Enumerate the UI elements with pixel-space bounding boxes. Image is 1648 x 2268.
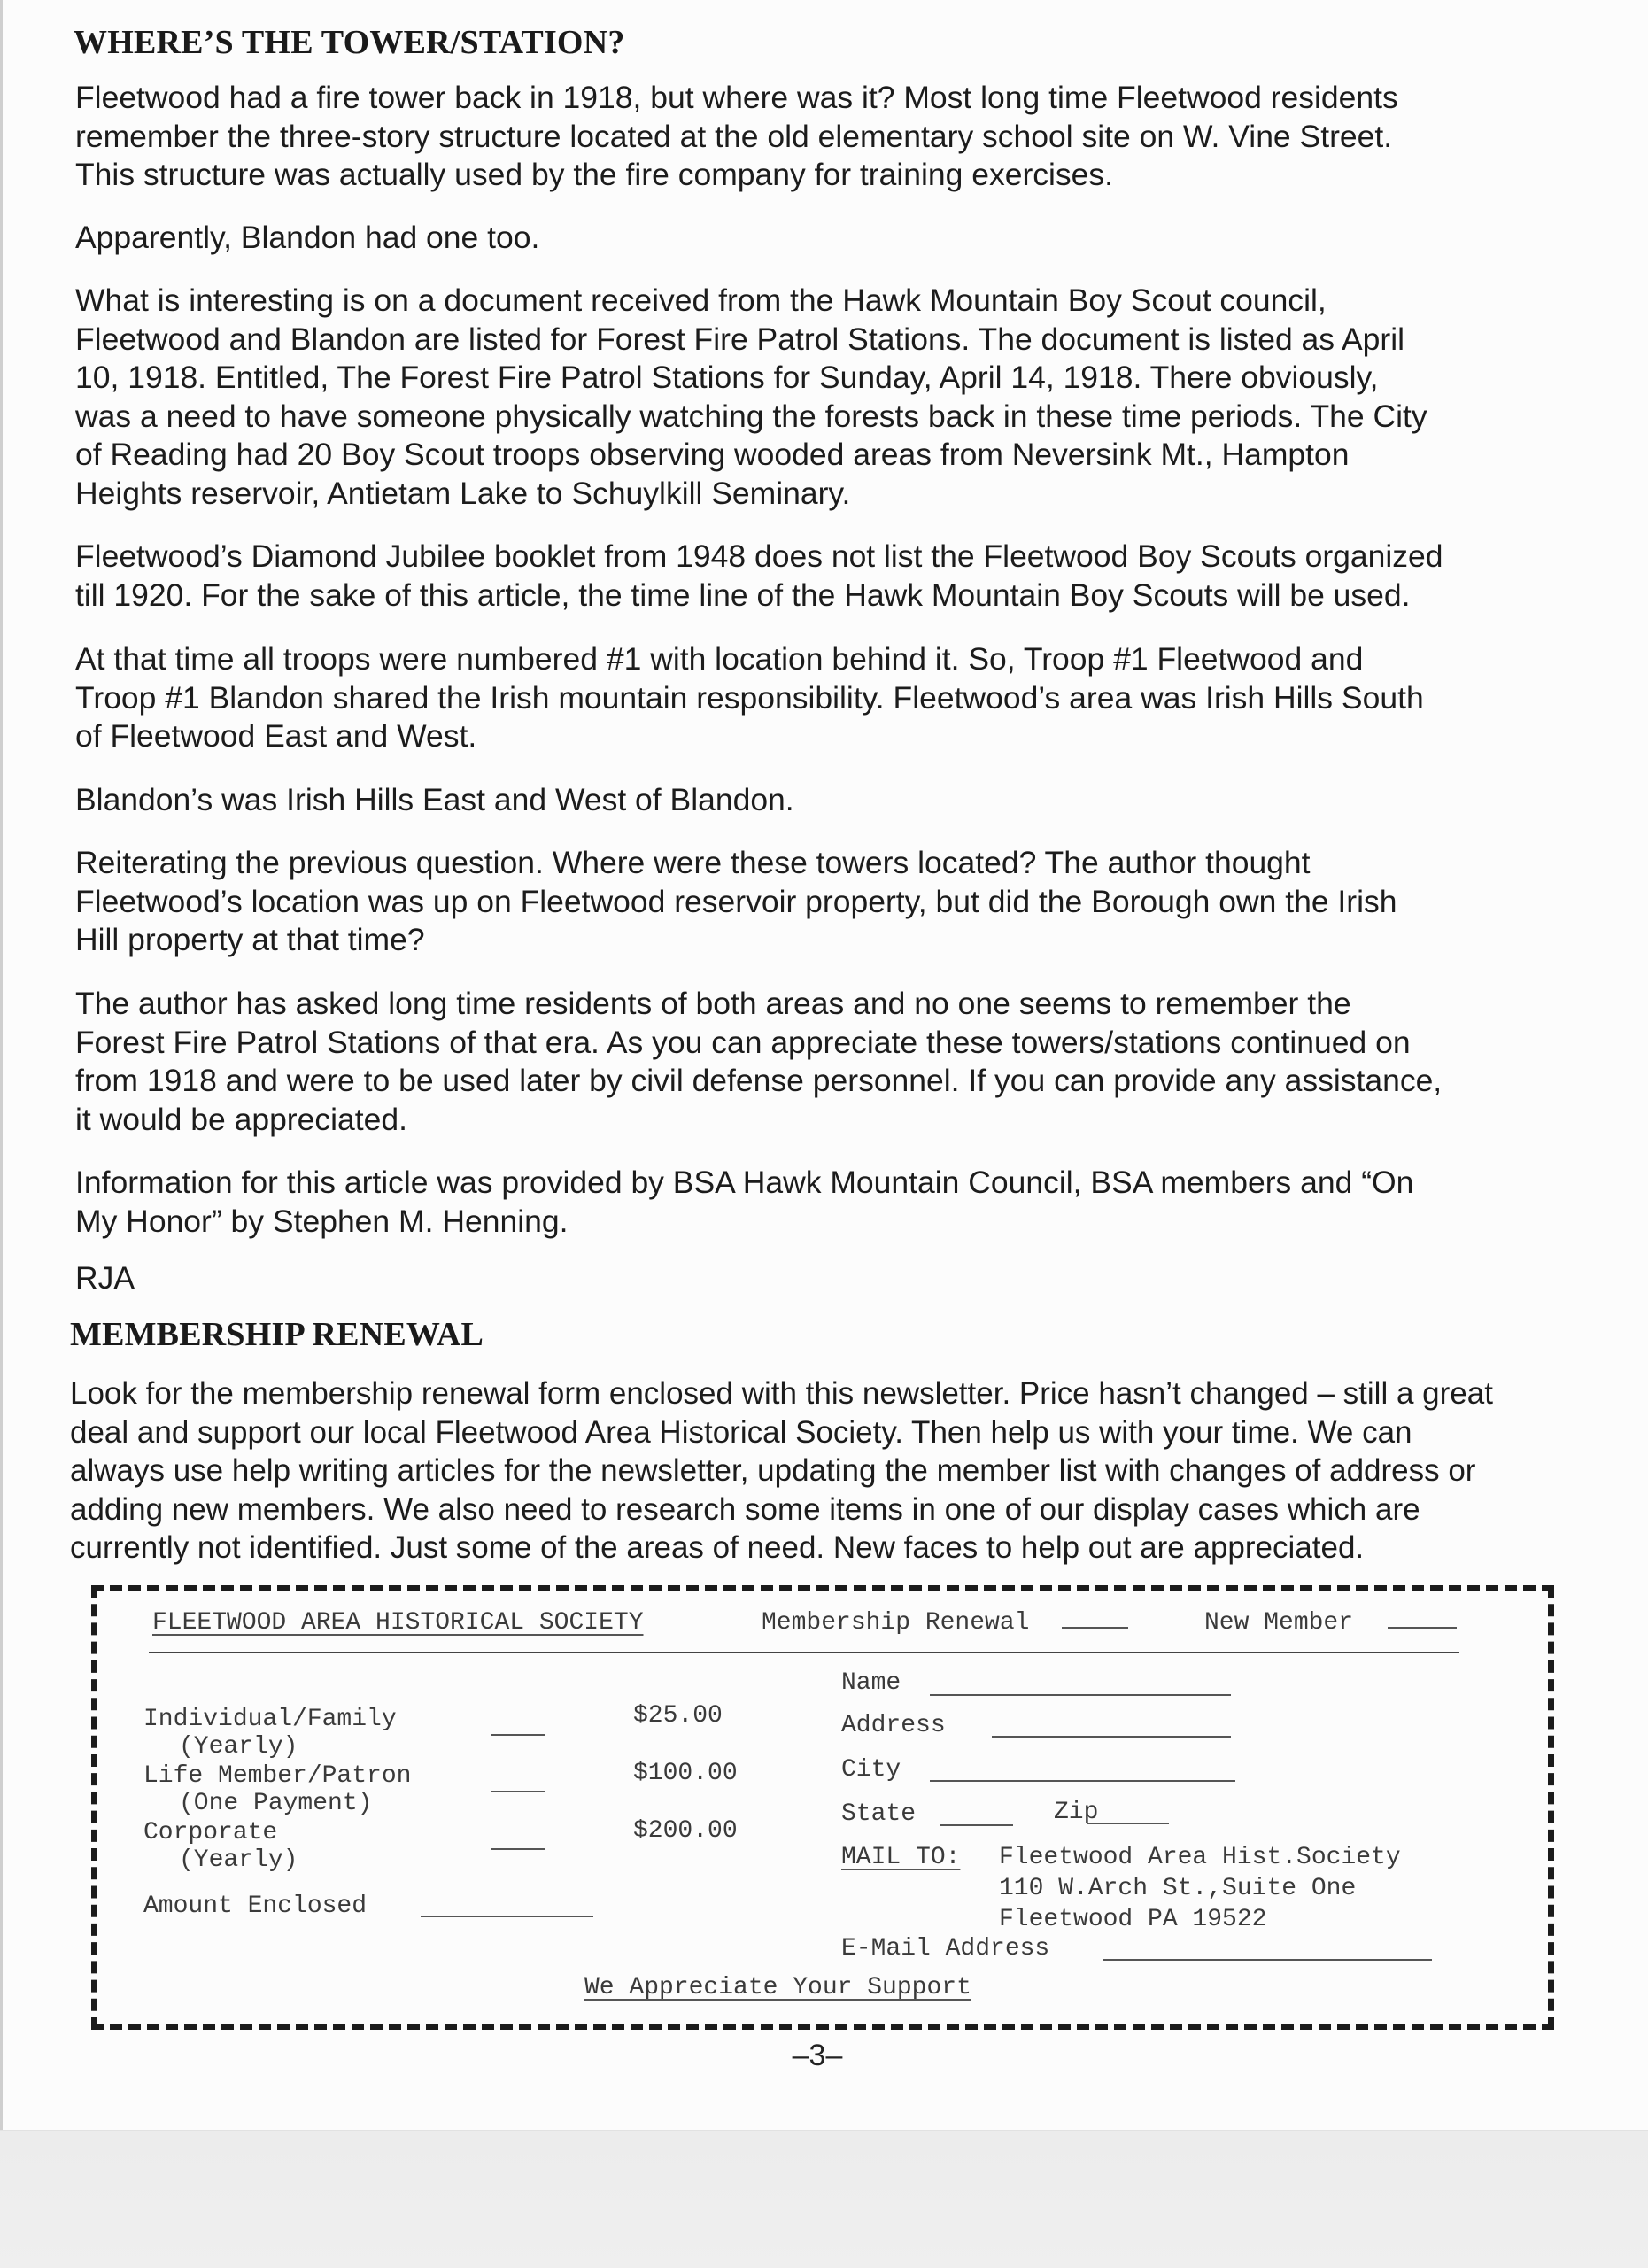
email-field[interactable] <box>1103 1958 1432 1961</box>
text-line: Apparently, Blandon had one too. <box>75 220 540 255</box>
zip-field[interactable] <box>1087 1822 1169 1824</box>
text-line: Reiterating the previous question. Where were these towers located? The author thought <box>75 845 1311 880</box>
tier-life-note: (One Payment) <box>179 1790 373 1817</box>
city-label: City <box>841 1756 901 1784</box>
new-member-label: New Member <box>1204 1609 1354 1637</box>
text-line: was a need to have someone physically watching the forests back in these time periods. The City <box>75 398 1427 434</box>
text-line: Fleetwood’s location was up on Fleetwood reservoir property, but did the Borough own the Irish <box>75 883 1397 919</box>
email-label: E-Mail Address <box>841 1935 1050 1962</box>
tier-individual-name: Individual/Family <box>143 1706 397 1733</box>
renewal-checkbox-line[interactable] <box>1062 1626 1128 1629</box>
tier-individual-note: (Yearly) <box>179 1733 298 1761</box>
article-paragraph-9 <box>75 1164 1616 1241</box>
article-paragraph-6 <box>75 781 1616 820</box>
name-field[interactable] <box>930 1693 1231 1696</box>
tier-corporate-note: (Yearly) <box>179 1846 298 1874</box>
text-line: RJA <box>75 1260 135 1296</box>
amount-enclosed-label: Amount Enclosed <box>143 1893 368 1920</box>
mail-to-line-3: Fleetwood PA 19522 <box>999 1906 1267 1933</box>
tier-life-name: Life Member/Patron <box>143 1762 412 1790</box>
text-line: My Honor” by Stephen M. Henning. <box>75 1203 569 1239</box>
text-line: Forest Fire Patrol Stations of that era. As you can appreciate these towers/stations continued on <box>75 1024 1411 1060</box>
article-paragraph-5 <box>75 640 1616 756</box>
state-field[interactable] <box>940 1823 1013 1826</box>
tier-life-price: $100.00 <box>633 1760 738 1787</box>
text-line: till 1920. For the sake of this article, the time line of the Hawk Mountain Boy Scouts will be used. <box>75 577 1411 613</box>
zip-label: Zip <box>1054 1799 1099 1826</box>
mail-to-label: MAIL TO: <box>841 1844 961 1871</box>
text-line: The author has asked long time residents of both areas and no one seems to remember the <box>75 986 1351 1021</box>
tier-individual-check[interactable] <box>491 1733 545 1736</box>
name-label: Name <box>841 1669 901 1697</box>
article-paragraph-1 <box>75 79 1616 195</box>
text-line: 10, 1918. Entitled, The Forest Fire Patrol Stations for Sunday, April 14, 1918. There obviously, <box>75 360 1379 395</box>
scan-background <box>0 2130 1648 2268</box>
membership-heading: MEMBERSHIP RENEWAL <box>70 1316 484 1353</box>
amount-enclosed-field[interactable] <box>421 1915 593 1917</box>
text-line: remember the three-story structure located at the old elementary school site on W. Vine Street. <box>75 118 1393 154</box>
text-line: of Reading had 20 Boy Scout troops observing wooded areas from Neversink Mt., Hampton <box>75 437 1350 472</box>
address-field[interactable] <box>992 1735 1231 1738</box>
form-org-name: FLEETWOOD AREA HISTORICAL SOCIETY <box>152 1609 644 1637</box>
text-line: Blandon’s was Irish Hills East and West of Blandon. <box>75 782 794 817</box>
form-divider <box>149 1652 1459 1653</box>
article-paragraph-4 <box>75 538 1616 615</box>
text-line: This structure was actually used by the fire company for training exercises. <box>75 157 1114 192</box>
new-member-checkbox-line[interactable] <box>1388 1626 1457 1629</box>
tier-corporate-name: Corporate <box>143 1819 278 1846</box>
article-heading: WHERE’S THE TOWER/STATION? <box>74 24 625 61</box>
state-label: State <box>841 1800 917 1828</box>
renewal-option[interactable] <box>762 1609 1128 1637</box>
article-paragraph-8 <box>75 985 1616 1139</box>
text-line: Look for the membership renewal form enclosed with this newsletter. Price hasn’t changed – still a great <box>70 1376 1493 1411</box>
text-line: Troop #1 Blandon shared the Irish mountain responsibility. Fleetwood’s area was Irish Hills South <box>75 679 1424 716</box>
text-line: At that time all troops were numbered #1 with location behind it. So, Troop #1 Fleetwood and <box>75 641 1364 677</box>
text-line: Fleetwood had a fire tower back in 1918, but where was it? Most long time Fleetwood residents <box>75 80 1398 115</box>
mail-to-line-2: 110 W.Arch St.,Suite One <box>999 1875 1357 1902</box>
text-line: currently not identified. Just some of the areas of need. New faces to help out are appreciated. <box>70 1530 1365 1565</box>
article-paragraph-7 <box>75 844 1616 960</box>
tier-life-check[interactable] <box>491 1790 545 1792</box>
renewal-label: Membership Renewal <box>762 1609 1030 1637</box>
membership-form <box>91 1585 1554 2030</box>
article-paragraph-2 <box>75 219 1616 258</box>
text-line: Heights reservoir, Antietam Lake to Schuylkill Seminary. <box>75 475 851 511</box>
text-line: adding new members. We also need to research some items in one of our display cases which are <box>70 1491 1420 1527</box>
text-line: always use help writing articles for the newsletter, updating the member list with changes of address or <box>70 1453 1476 1488</box>
page-number: –3– <box>792 2039 843 2072</box>
mail-to-line-1: Fleetwood Area Hist.Society <box>999 1844 1401 1871</box>
text-line: of Fleetwood East and West. <box>75 718 477 754</box>
text-line: Hill property at that time? <box>75 922 425 957</box>
membership-paragraph <box>70 1374 1611 1567</box>
text-line: from 1918 and were to be used later by civil defense personnel. If you can provide any assistance, <box>75 1063 1443 1098</box>
text-line: What is interesting is on a document received from the Hawk Mountain Boy Scout council, <box>75 283 1327 318</box>
text-line: Fleetwood and Blandon are listed for Forest Fire Patrol Stations. The document is listed as April <box>75 321 1404 357</box>
article-paragraph-3 <box>75 282 1616 513</box>
address-label: Address <box>841 1712 946 1739</box>
text-line: Fleetwood’s Diamond Jubilee booklet from 1948 does not list the Fleetwood Boy Scouts organized <box>75 538 1443 574</box>
new-member-option[interactable] <box>1204 1609 1457 1637</box>
article-author-initials <box>75 1259 1616 1298</box>
form-footer: We Appreciate Your Support <box>584 1974 971 2001</box>
text-line: Information for this article was provided by BSA Hawk Mountain Council, BSA members and “On <box>75 1165 1414 1200</box>
text-line: deal and support our local Fleetwood Area Historical Society. Then help us with your time. We can <box>70 1414 1412 1450</box>
tier-corporate-price: $200.00 <box>633 1817 738 1845</box>
text-line: it would be appreciated. <box>75 1101 407 1137</box>
tier-individual-price: $25.00 <box>633 1702 723 1730</box>
city-field[interactable] <box>930 1779 1235 1782</box>
tier-corporate-check[interactable] <box>491 1847 545 1850</box>
